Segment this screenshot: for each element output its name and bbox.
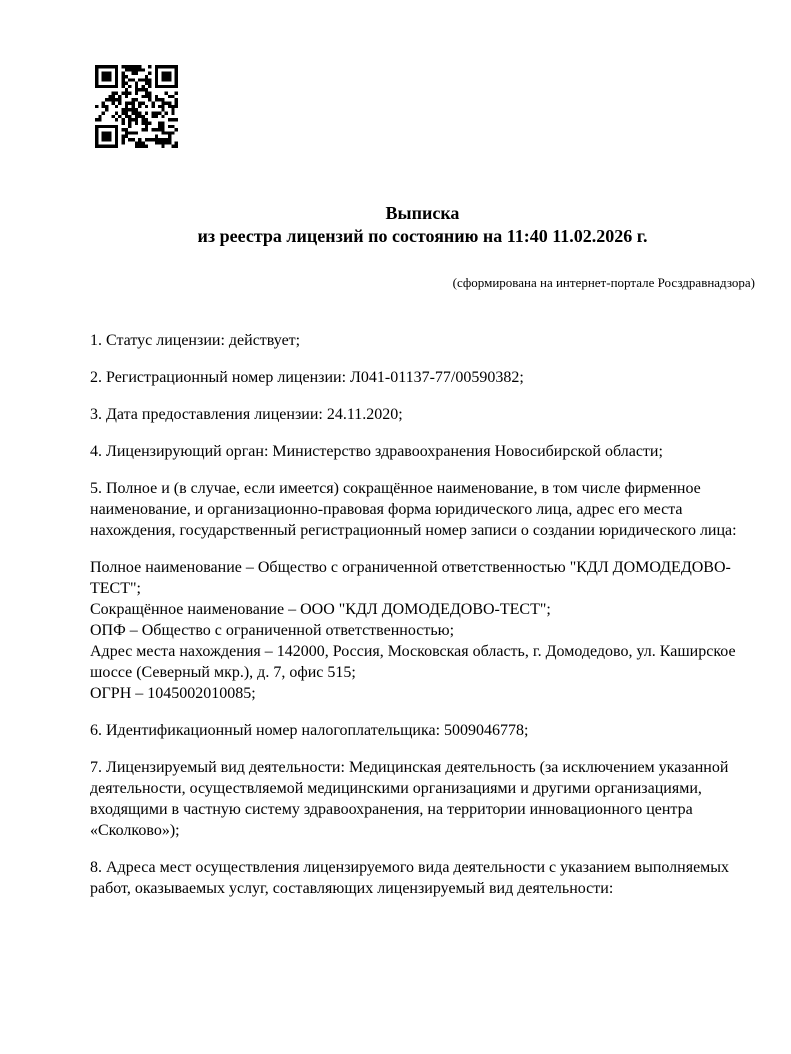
org-legal-form: ОПФ – Общество с ограниченной ответственностью; [90, 622, 455, 639]
org-details-block [90, 557, 755, 704]
document-subtitle: (сформирована на интернет-портале Росздравнадзора) [452, 275, 755, 290]
org-short-name: Сокращённое наименование – ООО "КДЛ ДОМОДЕДОВО-ТЕСТ"; [90, 601, 551, 618]
org-address: Адрес места нахождения – 142000, Россия, Московская область, г. Домодедово, ул. Каширское шоссе (Северный мкр.), д. 7, офис 515; [90, 643, 736, 681]
document-title [90, 202, 755, 248]
item-inn: 6. Идентификационный номер налогоплательщика: 5009046778; [90, 722, 529, 739]
item-license-status: 1. Статус лицензии: действует; [90, 332, 301, 349]
item-registration-number: 2. Регистрационный номер лицензии: Л041-01137-77/00590382; [90, 369, 524, 386]
title-line-1: Выписка [385, 203, 460, 223]
item-addresses-intro: 8. Адреса мест осуществления лицензируемого вида деятельности с указанием выполняемых работ, оказываемых услуг, составляющих лицензируемый вид деятельности: [90, 859, 730, 897]
qr-code-icon [95, 65, 178, 148]
item-licensing-authority: 4. Лицензирующий орган: Министерство здравоохранения Новосибирской области; [90, 443, 663, 460]
title-line-2: из реестра лицензий по состоянию на 11:40 11.02.2026 г. [197, 226, 648, 246]
org-ogrn: ОГРН – 1045002010085; [90, 685, 256, 702]
item-names-intro: 5. Полное и (в случае, если имеется) сокращённое наименование, в том числе фирменное наименование, и организационно-правовая форма юридического лица, адрес его места нахождения, государственный регистрационный номер записи о создании юридического лица: [90, 480, 737, 539]
document-body [90, 330, 755, 899]
item-grant-date: 3. Дата предоставления лицензии: 24.11.2020; [90, 406, 403, 423]
org-full-name: Полное наименование – Общество с ограниченной ответственностью "КДЛ ДОМОДЕДОВО-ТЕСТ"; [90, 559, 731, 597]
item-licensed-activity: 7. Лицензируемый вид деятельности: Медицинская деятельность (за исключением указанной деятельности, осуществляемой медицинскими организациями и другими организациями, входящими в частную систему здравоохранения, на территории инновационного центра «Сколково»); [90, 759, 729, 839]
